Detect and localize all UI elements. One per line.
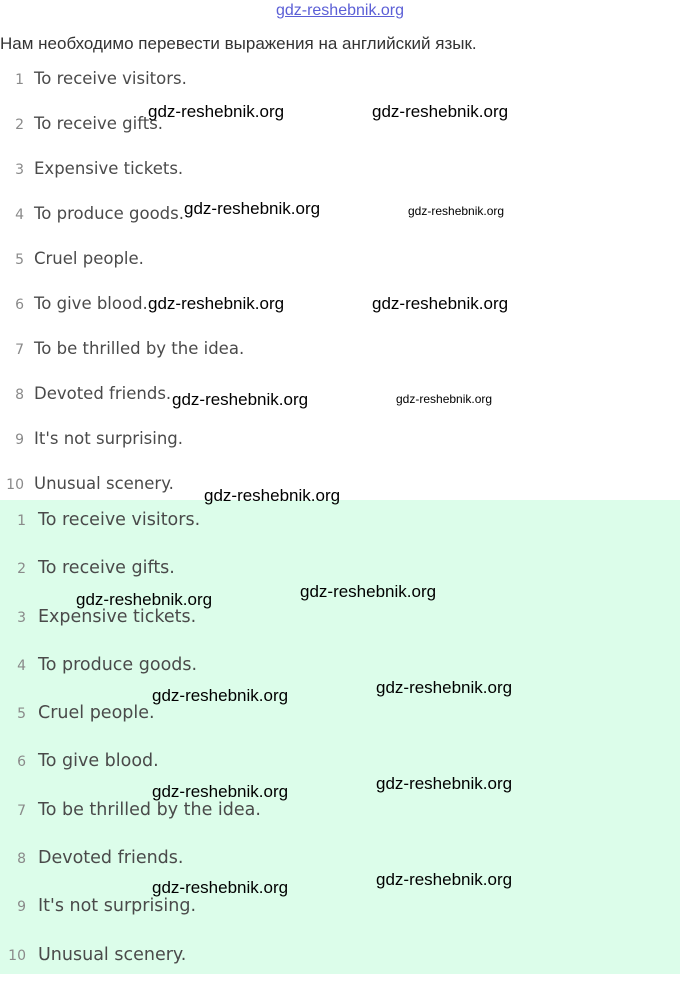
item-number: 1 — [15, 72, 24, 88]
item-number: 3 — [15, 162, 24, 178]
list-item — [0, 941, 261, 989]
item-text: Devoted friends. — [34, 384, 172, 403]
watermark: gdz-reshebnik.org — [152, 686, 289, 705]
task-list — [0, 66, 244, 516]
watermark: gdz-reshebnik.org — [172, 390, 309, 409]
item-text: To be thrilled by the idea. — [34, 339, 245, 358]
watermark: gdz-reshebnik.org — [148, 294, 285, 313]
item-text: To produce goods. — [38, 654, 198, 675]
item-number: 6 — [17, 754, 26, 771]
item-number: 7 — [17, 802, 26, 819]
item-number: 2 — [17, 561, 26, 578]
item-number: 6 — [15, 297, 24, 313]
watermark: gdz-reshebnik.org — [372, 294, 509, 313]
watermark: gdz-reshebnik.org — [152, 878, 289, 897]
item-number: 8 — [15, 387, 24, 403]
item-number: 5 — [15, 252, 24, 268]
item-number: 10 — [6, 477, 24, 493]
item-text: Devoted friends. — [38, 848, 184, 869]
item-text: To receive visitors. — [34, 69, 187, 88]
watermark: gdz-reshebnik.org — [408, 204, 505, 218]
watermark: gdz-reshebnik.org — [148, 102, 285, 121]
task-instruction: Нам необходимо перевести выражения на английский язык. — [0, 34, 477, 53]
item-text: To receive gifts. — [34, 114, 164, 133]
list-item — [0, 796, 261, 844]
list-item — [0, 246, 244, 291]
item-text: Expensive tickets. — [38, 606, 197, 627]
item-text: Unusual scenery. — [38, 944, 187, 965]
item-text: To produce goods. — [34, 204, 184, 223]
list-item — [0, 699, 261, 747]
item-number: 10 — [8, 947, 26, 964]
watermark: gdz-reshebnik.org — [184, 199, 321, 218]
item-number: 3 — [17, 609, 26, 626]
item-number: 7 — [15, 342, 24, 358]
watermark: gdz-reshebnik.org — [396, 392, 493, 406]
watermark: gdz-reshebnik.org — [376, 870, 513, 889]
item-number: 4 — [15, 207, 24, 223]
watermark: gdz-reshebnik.org — [376, 678, 513, 697]
watermark: gdz-reshebnik.org — [76, 590, 213, 609]
item-number: 9 — [15, 432, 24, 448]
item-text: It's not surprising. — [38, 896, 197, 917]
item-text: To receive visitors. — [38, 510, 201, 530]
list-item — [0, 336, 244, 381]
item-text: Expensive tickets. — [34, 159, 184, 178]
item-number: 4 — [17, 657, 26, 674]
item-number: 2 — [15, 117, 24, 133]
item-text: To give blood. — [38, 751, 159, 772]
list-item — [0, 156, 244, 201]
watermark: gdz-reshebnik.org — [300, 582, 437, 601]
item-number: 1 — [17, 513, 26, 529]
item-number: 5 — [17, 706, 26, 723]
item-text: Cruel people. — [34, 249, 144, 268]
list-item — [0, 892, 261, 940]
watermark: gdz-reshebnik.org — [376, 774, 513, 793]
watermark: gdz-reshebnik.org — [152, 782, 289, 801]
item-number: 9 — [17, 899, 26, 916]
watermark: gdz-reshebnik.org — [204, 486, 341, 505]
list-item — [0, 506, 261, 554]
item-text: Cruel people. — [38, 703, 155, 724]
item-text: It's not surprising. — [34, 429, 184, 448]
site-link[interactable]: gdz-reshebnik.org — [275, 2, 405, 19]
item-text: To receive gifts. — [38, 558, 175, 579]
item-text: To be thrilled by the idea. — [38, 799, 261, 820]
list-item — [0, 426, 244, 471]
item-number: 8 — [17, 851, 26, 868]
item-text: Unusual scenery. — [34, 474, 174, 493]
watermark: gdz-reshebnik.org — [372, 102, 509, 121]
answer-list — [0, 506, 261, 989]
item-text: To give blood. — [34, 294, 148, 313]
